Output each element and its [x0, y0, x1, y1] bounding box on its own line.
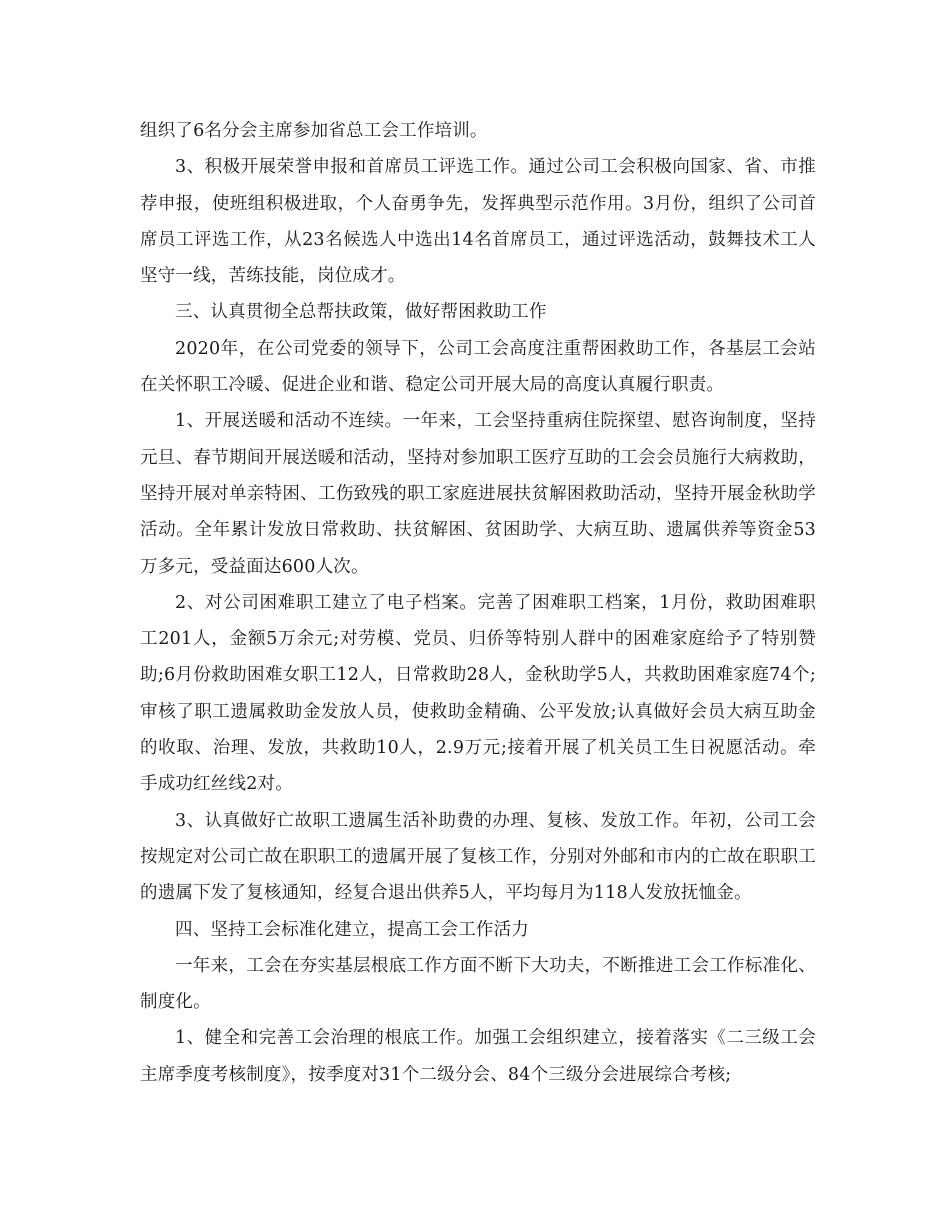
paragraph-survivor-allowance: 3、认真做好亡故职工遗属生活补助费的办理、复核、发放工作。年初，公司工会按规定对公司亡故在职职工的遗属开展了复核工作，分别对外邮和市内的亡故在职职工的遗属下发了复核通知，经复合退出供养5人，平均每月为118人发放抚恤金。	[140, 810, 816, 904]
section-heading-3: 三、认真贯彻全总帮扶政策，做好帮困救助工作	[175, 302, 547, 323]
paragraph-management-basics: 1、健全和完善工会治理的根底工作。加强工会组织建立，接着落实《二三级工会主席季度考核制度》，按季度对31个二级分会、84个三级分会进展综合考核;	[140, 1028, 816, 1085]
paragraph-continuation: 组织了6名分会主席参加省总工会工作培训。	[140, 121, 488, 141]
paragraph-warmth-activities: 1、开展送暖和活动不连续。一年来，工会坚持重病住院探望、慰咨询制度，坚持元旦、春节期间开展送暖和活动，坚持对参加职工医疗互助的工会会员施行大病救助，坚持开展对单亲特困、工伤致残的职工家庭进展扶贫解困救助活动，坚持开展金秋助学活动。全年累计发放日常救助、扶贫解困、贫困助学、大病互助、遗属供养等资金53万多元，受益面达600人次。	[140, 411, 816, 577]
paragraph-assistance-intro: 2020年，在公司党委的领导下，公司工会高度注重帮困救助工作，各基层工会站在关怀职工冷暖、促进企业和谐、稳定公司开展大局的高度认真履行职责。	[140, 338, 816, 396]
section-heading-4: 四、坚持工会标准化建立，提高工会工作活力	[175, 919, 529, 940]
paragraph-standardization-intro: 一年来，工会在夯实基层根底工作方面不断下大功夫，不断推进工会工作标准化、制度化。	[140, 955, 816, 1013]
paragraph-electronic-archive: 2、对公司困难职工建立了电子档案。完善了困难职工档案，1月份，救助困难职工201人，金额5万余元;对劳模、党员、归侨等特别人群中的困难家庭给予了特别赞助;6月份救助困难女职工12人，日常救助28人，金秋助学5人，共救助困难家庭74个;审核了职工遗属救助金发放人员，使救助金精确、公平发放;认真做好会员大病互助金的收取、治理、发放，共救助10人，2.9万元;接着开展了机关员工生日祝愿活动。牵手成功红丝线2对。	[140, 592, 816, 795]
document-body	[140, 113, 816, 1093]
paragraph-honor-nomination: 3、积极开展荣誉申报和首席员工评选工作。通过公司工会积极向国家、省、市推荐申报，使班组积极进取，个人奋勇争先，发挥典型示范作用。3月份，组织了公司首席员工评选工作，从23名候选人中选出14名首席员工，通过评选活动，鼓舞技术工人坚守一线，苦练技能，岗位成才。	[140, 157, 816, 287]
